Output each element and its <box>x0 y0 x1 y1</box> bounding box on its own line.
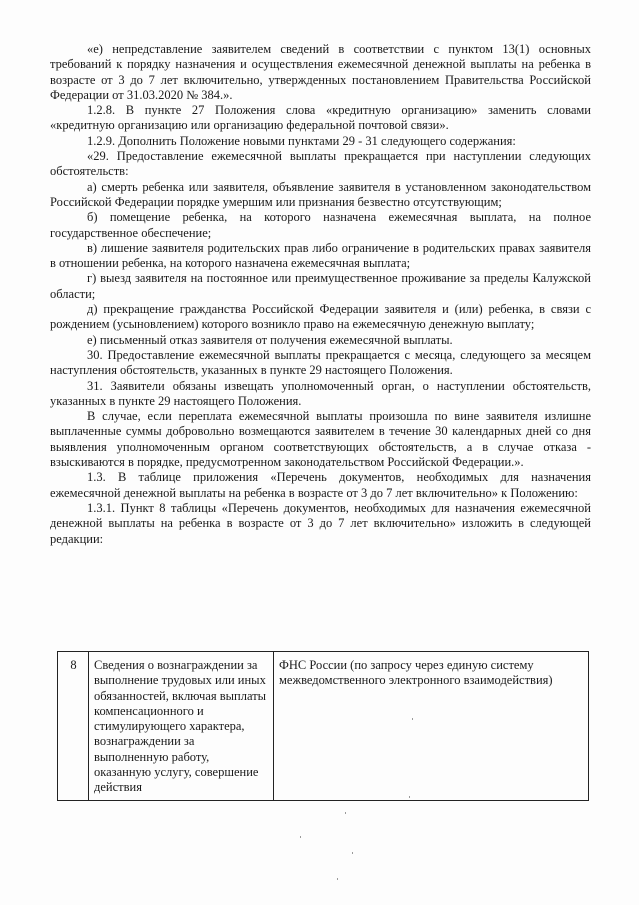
paragraph: «е) непредставление заявителем сведений в соответствии с пунктом 13(1) основных требований к порядку назначения и осуществления ежемесячной денежной выплаты на ребенка в возрасте от 3 до 7 лет включительно, утвержденных постановлением Правительства Российской Федерации от 31.03.2020 № 384.». <box>50 42 591 102</box>
paragraph: 1.3.1. Пункт 8 таблицы «Перечень документов, необходимых для назначения ежемесячной денежной выплаты на ребенка в возрасте от 3 до 7 лет включительно» изложить в следующей редакции: <box>50 500 591 546</box>
scan-speck <box>409 796 410 798</box>
paragraph: В случае, если переплата ежемесячной выплаты произошла по вине заявителя излишне выплаченные суммы добровольно возмещаются заявителем в течение 30 календарных дней со дня выявления уполномоченным органом соответствующих обстоятельств, а в случае отказа - взыскиваются в порядке, предусмотренном законодательством Российской Федерации.». <box>50 409 591 470</box>
scan-speck <box>412 718 413 720</box>
paragraph: «29. Предоставление ежемесячной выплаты прекращается при наступлении следующих обстоятельств: <box>50 149 591 179</box>
paragraph: 30. Предоставление ежемесячной выплаты прекращается с месяца, следующего за месяцем наступления обстоятельств, указанных в пункте 29 настоящего Положения. <box>50 347 591 378</box>
table-row <box>58 652 589 801</box>
documents-table <box>57 651 589 801</box>
document-description: Сведения о вознаграждении за выполнение трудовых или иных обязанностей, включая выплаты компенсационного и стимулирующего характера, вознаграждении за выполненную работу, оказанную услугу, совершение действия <box>89 652 274 801</box>
paragraph: е) письменный отказ заявителя от получения ежемесячной выплаты. <box>87 332 453 347</box>
scan-speck <box>300 836 301 838</box>
paragraph: г) выезд заявителя на постоянное или преимущественное проживание за пределы Калужской области; <box>50 271 591 301</box>
scan-speck <box>345 812 346 814</box>
paragraph: в) лишение заявителя родительских прав либо ограничение в родительских правах заявителя в отношении ребенка, на которого назначена ежемесячная выплата; <box>50 240 591 271</box>
document-source: ФНС России (по запросу через единую систему межведомственного электронного взаимодействия) <box>274 652 589 801</box>
paragraph: д) прекращение гражданства Российской Федерации заявителя и (или) ребенка, в связи с рождением (усыновлением) которого возникло право на ежемесячную денежную выплату; <box>50 302 591 332</box>
paragraph: а) смерть ребенка или заявителя, объявление заявителя в установленном законодательством Российской Федерации порядке умершим или признания безвестно отсутствующим; <box>50 179 591 209</box>
paragraph: 1.3. В таблице приложения «Перечень документов, необходимых для назначения ежемесячной денежной выплаты на ребенка в возрасте от 3 до 7 лет включительно» к Положению: <box>50 470 591 500</box>
paragraph: 31. Заявители обязаны извещать уполномоченный орган, о наступлении обстоятельств, указанных в пункте 29 настоящего Положения. <box>50 378 591 408</box>
paragraph: 1.2.8. В пункте 27 Положения слова «кредитную организацию» заменить словами «кредитную организацию или организацию федеральной почтовой связи». <box>50 103 591 133</box>
row-number: 8 <box>58 652 89 801</box>
scan-speck <box>337 878 338 880</box>
document-body <box>50 42 591 547</box>
scan-speck <box>352 852 353 854</box>
paragraph: 1.2.9. Дополнить Положение новыми пунктами 29 - 31 следующего содержания: <box>87 133 516 148</box>
paragraph: б) помещение ребенка, на которого назначена ежемесячная выплата, на полное государственное обеспечение; <box>50 210 591 240</box>
